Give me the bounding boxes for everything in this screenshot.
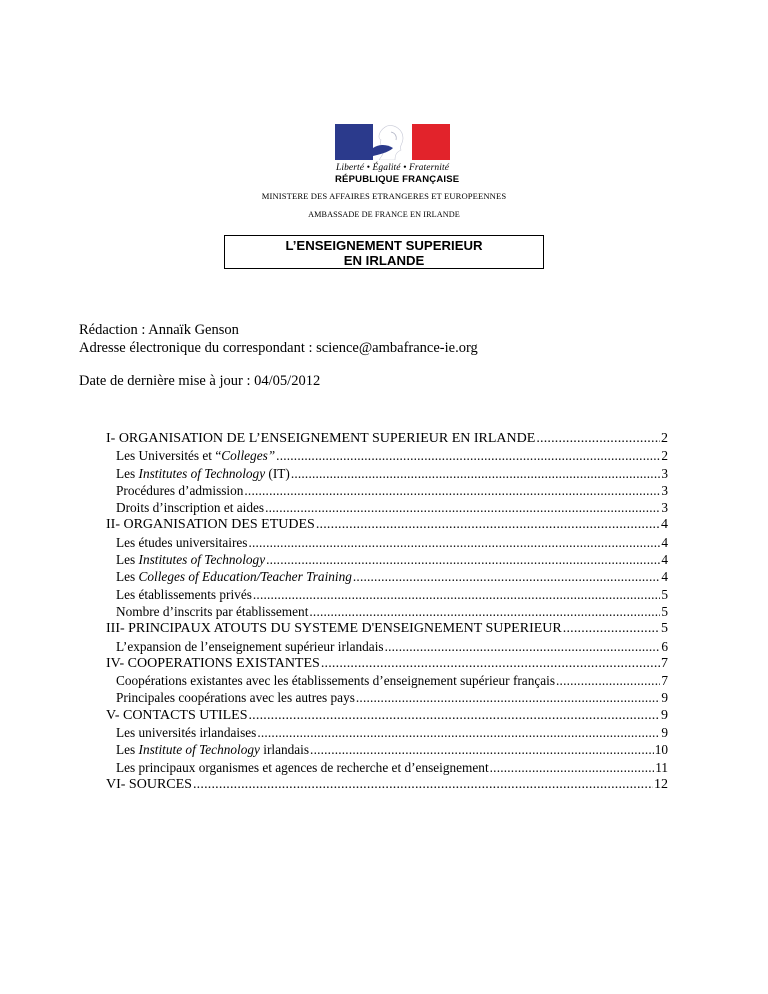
toc-page-number: 5 xyxy=(661,603,668,619)
toc-entry[interactable] xyxy=(106,620,668,637)
contact-email-line: Adresse électronique du correspondant : science@ambafrance-ie.org xyxy=(79,340,478,356)
toc-entry-title xyxy=(116,724,256,741)
toc-title-text: Les xyxy=(116,465,139,481)
toc-entry-title xyxy=(116,603,308,620)
toc-entry[interactable] xyxy=(106,465,668,482)
toc-entry-title xyxy=(106,655,320,672)
toc-page-number: 3 xyxy=(661,482,668,498)
toc-title-text: L’expansion de l’enseignement supérieur irlandais xyxy=(116,638,384,654)
toc-dot-leader xyxy=(353,568,660,585)
toc-dot-leader xyxy=(309,603,660,620)
toc-entry[interactable] xyxy=(106,447,668,464)
toc-dot-leader xyxy=(276,447,660,464)
toc-page-number: 5 xyxy=(661,586,668,602)
toc-entry-title xyxy=(116,638,384,655)
toc-entry-title xyxy=(106,707,247,724)
toc-page-number: 2 xyxy=(661,448,668,464)
toc-entry[interactable] xyxy=(106,689,668,706)
toc-entry[interactable] xyxy=(106,586,668,603)
republic-motto: Liberté • Égalité • Fraternité xyxy=(335,163,450,173)
toc-entry[interactable] xyxy=(106,776,668,793)
toc-title-text: Procédures d’admission xyxy=(116,482,244,498)
toc-page-number: 9 xyxy=(661,725,668,741)
toc-entry-title xyxy=(116,759,489,776)
toc-entry[interactable] xyxy=(106,724,668,741)
toc-page-number: 4 xyxy=(661,552,668,568)
toc-entry[interactable] xyxy=(106,655,668,672)
toc-title-text: Les xyxy=(116,742,139,758)
toc-title-text: Principales coopérations avec les autres pays xyxy=(116,690,355,706)
toc-title-italic: Institutes of Technology xyxy=(138,465,266,481)
republique-francaise-logo xyxy=(335,124,460,185)
toc-entry-title xyxy=(106,776,192,793)
toc-dot-leader xyxy=(193,776,653,793)
toc-title-italic: Colleges of Education/Teacher Training xyxy=(138,569,352,585)
toc-page-number: 9 xyxy=(661,707,668,723)
toc-entry-title xyxy=(106,516,315,533)
toc-entry-title xyxy=(116,689,355,706)
title-line-2: EN IRLANDE xyxy=(343,253,425,268)
toc-page-number: 4 xyxy=(661,534,668,550)
toc-dot-leader xyxy=(310,741,654,758)
toc-page-number: 9 xyxy=(661,690,668,706)
toc-page-number: 7 xyxy=(661,655,668,671)
toc-page-number: 11 xyxy=(655,759,668,775)
table-of-contents xyxy=(106,430,668,793)
toc-entry-title xyxy=(106,430,535,447)
toc-entry[interactable] xyxy=(106,759,668,776)
toc-title-text: Les établissements privés xyxy=(116,586,252,602)
republic-name: RÉPUBLIQUE FRANÇAISE xyxy=(335,174,460,185)
toc-page-number: 3 xyxy=(661,500,668,516)
toc-title-text: Les universités irlandaises xyxy=(116,725,257,741)
toc-title-text: I- ORGANISATION DE L’ENSEIGNEMENT SUPERIEUR EN IRLANDE xyxy=(106,431,536,446)
toc-entry-title xyxy=(116,568,352,585)
toc-dot-leader xyxy=(490,759,655,776)
toc-title-suffix: irlandais xyxy=(259,742,310,758)
toc-entry-title xyxy=(116,672,555,689)
ministry-name: MINISTERE DES AFFAIRES ETRANGERES ET EUROPEENNES xyxy=(261,191,507,201)
toc-entry[interactable] xyxy=(106,534,668,551)
toc-title-text: Les xyxy=(116,569,139,585)
toc-entry[interactable] xyxy=(106,551,668,568)
toc-title-text: Coopérations existantes avec les établissements d’enseignement supérieur français xyxy=(116,673,556,689)
toc-entry[interactable] xyxy=(106,568,668,585)
toc-title-text: III- PRINCIPAUX ATOUTS DU SYSTEME D'ENSEIGNEMENT SUPERIEUR xyxy=(106,621,562,637)
toc-page-number: 12 xyxy=(654,776,668,792)
toc-entry[interactable] xyxy=(106,482,668,499)
toc-entry-title xyxy=(106,620,562,637)
toc-dot-leader xyxy=(248,534,660,551)
toc-title-text: Les principaux organismes et agences de recherche et d’enseignement xyxy=(116,759,489,775)
toc-entry[interactable] xyxy=(106,638,668,655)
toc-title-italic: Colleges” xyxy=(221,448,276,464)
toc-page-number: 5 xyxy=(661,621,668,637)
marianne-flag-icon xyxy=(335,124,450,160)
toc-dot-leader xyxy=(556,672,660,689)
toc-title-text: Les études universitaires xyxy=(116,534,248,550)
toc-entry-title xyxy=(116,586,252,603)
toc-title-text: Les Universités et “ xyxy=(116,448,222,464)
toc-dot-leader xyxy=(536,430,660,447)
last-update-line: Date de dernière mise à jour : 04/05/2012 xyxy=(79,373,321,389)
toc-title-italic: Institute of Technology xyxy=(138,742,260,758)
toc-entry-title xyxy=(116,447,275,464)
toc-title-text: IV- COOPERATIONS EXISTANTES xyxy=(106,655,320,671)
toc-entry[interactable] xyxy=(106,603,668,620)
toc-entry-title xyxy=(116,482,243,499)
toc-title-text: Les xyxy=(116,552,139,568)
toc-dot-leader xyxy=(248,707,660,724)
toc-dot-leader xyxy=(316,516,660,533)
toc-entry-title xyxy=(116,465,290,482)
toc-page-number: 3 xyxy=(661,465,668,481)
toc-dot-leader xyxy=(244,482,660,499)
toc-dot-leader xyxy=(265,499,660,516)
toc-page-number: 2 xyxy=(661,431,668,446)
toc-dot-leader xyxy=(253,586,660,603)
toc-title-text: V- CONTACTS UTILES xyxy=(106,707,248,723)
toc-title-text: Droits d’inscription et aides xyxy=(116,500,265,516)
toc-page-number: 10 xyxy=(654,742,668,758)
toc-entry[interactable] xyxy=(106,430,668,447)
embassy-name: AMBASSADE DE FRANCE EN IRLANDE xyxy=(308,210,460,219)
toc-title-suffix: (IT) xyxy=(265,465,290,481)
toc-dot-leader xyxy=(266,551,660,568)
author-line: Rédaction : Annaïk Genson xyxy=(79,322,239,338)
toc-entry[interactable] xyxy=(106,741,668,758)
title-line-1: L’ENSEIGNEMENT SUPERIEUR xyxy=(285,238,483,253)
toc-dot-leader xyxy=(321,655,660,672)
toc-title-italic: Institutes of Technology xyxy=(138,552,266,568)
toc-page-number: 4 xyxy=(661,517,668,533)
document-title-box xyxy=(224,235,544,269)
toc-entry[interactable] xyxy=(106,516,668,533)
toc-page-number: 6 xyxy=(661,638,668,654)
toc-title-text: II- ORGANISATION DES ETUDES xyxy=(106,517,315,533)
toc-entry-title xyxy=(116,551,265,568)
toc-dot-leader xyxy=(385,638,661,655)
toc-dot-leader xyxy=(291,465,661,482)
toc-dot-leader xyxy=(563,620,660,637)
toc-entry[interactable] xyxy=(106,499,668,516)
toc-entry-title xyxy=(116,499,264,516)
toc-dot-leader xyxy=(257,724,660,741)
toc-entry-title xyxy=(116,741,309,758)
toc-entry[interactable] xyxy=(106,672,668,689)
toc-page-number: 4 xyxy=(661,569,668,585)
toc-title-text: Nombre d’inscrits par établissement xyxy=(116,603,309,619)
toc-dot-leader xyxy=(356,689,660,706)
toc-page-number: 7 xyxy=(661,673,668,689)
toc-entry-title xyxy=(116,534,247,551)
toc-title-text: VI- SOURCES xyxy=(106,776,192,792)
toc-entry[interactable] xyxy=(106,707,668,724)
